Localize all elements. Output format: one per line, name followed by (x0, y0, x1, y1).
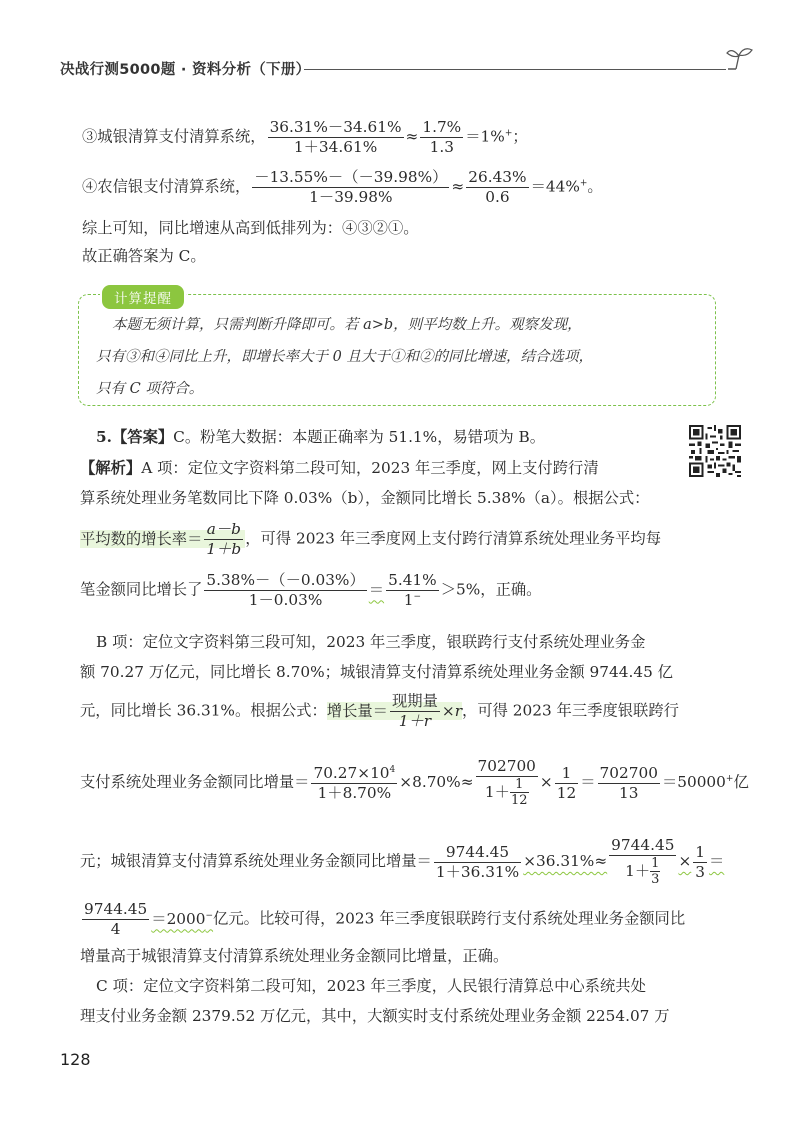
analysis-a-line-1 (80, 456, 599, 480)
analysis-b-line-7: 增量高于城银清算支付清算系统处理业务金额同比增量，正确。 (80, 947, 509, 965)
analysis-b-line-1: B 项：定位文字资料第三段可知，2023 年三季度，银联跨行支付系统处理业务金 (96, 633, 646, 651)
fraction-numerator: 26.43% (468, 168, 527, 186)
answer-prefix: 5.【答案】 (96, 428, 174, 446)
analysis-b-line-4: 支付系统处理业务金额同比增量＝ $\frac{70.27\times 10^4}{1+8.70\%}$ ×8.70%≈ 702700 1＋ $\frac{1}{12}$ × $\frac{1}{12}$ ＝ $\frac{702700}{13}$ ＝50000+亿 (80, 757, 749, 808)
fraction-denominator: 0.6 (485, 188, 510, 206)
fraction-numerator: 702700 (477, 757, 536, 775)
fraction-denominator: 1＋r (398, 712, 432, 730)
header-rule (304, 69, 726, 70)
qr-code-icon (689, 425, 741, 477)
tip-line-2: 只有③和④同比上升，即增长率大于 0 且大于①和②的同比增速，结合选项， (96, 349, 593, 365)
inner-denominator: 3 (651, 872, 660, 887)
fraction-numerator: 702700 (599, 763, 658, 782)
fraction-numerator: 1 (695, 842, 705, 861)
text-run: ×36.31%≈ (523, 852, 608, 870)
text-run: 支付系统处理业务金额同比增量＝ (80, 773, 310, 791)
b-city-calc-result: $\frac{9744.45}{4}$ ＝2000− (84, 900, 214, 938)
tip-line-3: 只有 C 项符合。 (96, 381, 204, 397)
summary-line-1: 综上可知，同比增速从高到低排列为：④③②①。 (82, 219, 419, 237)
denominator-prefix: 1＋ (484, 783, 510, 801)
analysis-b-line-3 (80, 692, 679, 731)
analysis-b-line-5 (80, 836, 724, 888)
page-number: 128 (60, 1050, 91, 1069)
denominator-value: 1 (403, 591, 414, 609)
approx-sign: ≈ (451, 177, 465, 196)
fraction-denominator: 1＋8.70% (317, 783, 392, 802)
fraction-denominator (476, 777, 538, 809)
text-run: ×8.70%≈ (399, 773, 474, 791)
text-run: 笔金额同比增长了 (80, 580, 203, 599)
times-sign: × (539, 773, 553, 791)
fraction-denominator: 1－0.03% (248, 591, 323, 609)
fraction-numerator: 9744.45 (611, 836, 675, 854)
fraction-numerator: 5.41% (388, 571, 437, 589)
formula-label: 平均数的增长率＝ (80, 529, 203, 548)
fraction-numerator: 1 (555, 764, 578, 784)
analysis-c-line-1: C 项：定位文字资料第二段可知，2023 年三季度，人民银行清算总中心系统共处 (96, 977, 646, 995)
calc-line-4: ④农信银支付清算系统， $\frac{-13.55\%-(-39.98\%)}{1-39.98\%}$ ≈ $\frac{26.43\%}{0.6}$ ＝44%+。 (82, 168, 603, 206)
fraction-numerator: －13.55%－（－39.98%） (254, 168, 448, 186)
b-city-calc-expression (432, 836, 725, 887)
text-run: ＞5%，正确。 (440, 580, 542, 599)
calc4-label: ④农信银支付清算系统， (82, 177, 251, 196)
answer-text: C。粉笔大数据：本题正确率为 51.1%，易错项为 B。 (173, 428, 546, 446)
fraction-denominator: 4 (110, 920, 121, 938)
inner-numerator: 1 (651, 856, 660, 871)
analysis-b-line-2: 额 70.27 万亿元，同比增长 8.70%；城银清算支付清算系统处理业务金额 9744.45 亿 (80, 663, 673, 681)
formula-tail: ×r (441, 701, 463, 720)
growth-formula (326, 692, 463, 730)
fraction-denominator: 1＋34.61% (293, 138, 378, 156)
fraction-numerator: 36.31%－34.61% (269, 118, 402, 136)
text-run: ＝2000 (151, 909, 206, 928)
calc-line-3: ③城银清算支付清算系统， $\frac{36.31\%-34.61\%}{1+34.61\%}$ ≈ $\frac{1.7\%}{1.3}$ ＝1%+； (82, 118, 528, 156)
calc3-result: ＝1% (465, 127, 505, 146)
fraction-numerator: 现期量 (391, 692, 438, 710)
summary-line-2: 故正确答案为 C。 (82, 247, 206, 265)
calc-tip-label: 计算提醒 (100, 283, 186, 311)
analysis-a-result-line (80, 571, 541, 610)
fraction-numerator: 1.7% (422, 118, 462, 136)
approx-sign: ≈ (405, 127, 419, 146)
inner-numerator: 1 (510, 777, 529, 793)
running-header-title: 决战行测5000题 · 资料分析（下册） (60, 62, 311, 78)
fraction-numerator: $70.27\times 10^4$ (313, 763, 396, 782)
fraction-denominator: 1＋b (206, 540, 242, 558)
numerator-value: 70.27×10 (313, 763, 390, 782)
formula-post-text: ，可得 2023 年三季度网上支付跨行清算系统处理业务平均每 (245, 529, 661, 548)
formula-label: 增长量＝ (326, 701, 388, 720)
text-run: 元；城银清算支付清算系统处理业务金额同比增量＝ (80, 852, 432, 870)
fraction-numerator: 5.38%－（－0.03%） (206, 571, 365, 589)
fraction-denominator: 1− (403, 591, 422, 609)
calc4-result: ＝44% (530, 177, 580, 196)
tip-line-1: 本题无须计算，只需判断升降即可。若 a>b，则平均数上升。观察发现， (112, 317, 582, 333)
text-run: 亿 (733, 773, 749, 791)
inner-denominator: 12 (510, 793, 528, 808)
fraction-numerator: a－b (204, 520, 243, 540)
fraction-denominator (609, 856, 676, 888)
times-sign: × (678, 852, 692, 870)
denominator-prefix: 1＋ (625, 862, 651, 880)
analysis-b-line-6 (80, 900, 685, 939)
fraction-numerator: 9744.45 (84, 900, 148, 918)
fraction-denominator: 3 (695, 862, 705, 881)
answer-line (96, 425, 545, 449)
text-run: 元，同比增长 36.31%。根据公式： (80, 701, 327, 720)
a-calc-expression: $\frac{5.38\%-(-0.03\%)}{1-0.03\%}$ ＝ $\frac{5.41\%}{1^-}$ (206, 571, 437, 609)
sprout-icon (722, 44, 756, 74)
text-run: 亿元。比较可得，2023 年三季度银联跨行支付系统处理业务金额同比 (213, 909, 686, 928)
analysis-c-line-2: 理支付业务金额 2379.52 万亿元，其中，大额实时支付系统处理业务金额 2254.07 万 (80, 1007, 670, 1025)
fraction-numerator: 9744.45 (434, 843, 521, 863)
analysis-a-formula-line (80, 520, 661, 559)
text-run: ，可得 2023 年三季度银联跨行 (462, 701, 679, 720)
equals-sign: ＝ (709, 852, 725, 870)
analysis-tag: 【解析】 (80, 459, 142, 477)
fraction-denominator: 1－39.98% (309, 188, 393, 206)
fraction-denominator: 12 (556, 783, 577, 802)
analysis-text: A 项：定位文字资料第二段可知，2023 年三季度，网上支付跨行清 (141, 459, 599, 477)
avg-growth-formula (80, 520, 245, 558)
analysis-a-line-2: 算系统处理业务笔数同比下降 0.03%（b），金额同比增长 5.38%（a）。根据公式： (80, 489, 650, 507)
fraction-denominator: 1.3 (429, 138, 454, 156)
calc3-label: ③城银清算支付清算系统， (82, 127, 266, 146)
fraction-denominator: 1＋36.31% (435, 862, 520, 881)
text-run: ＝50000 (661, 773, 726, 791)
fraction-denominator: 13 (619, 783, 639, 802)
